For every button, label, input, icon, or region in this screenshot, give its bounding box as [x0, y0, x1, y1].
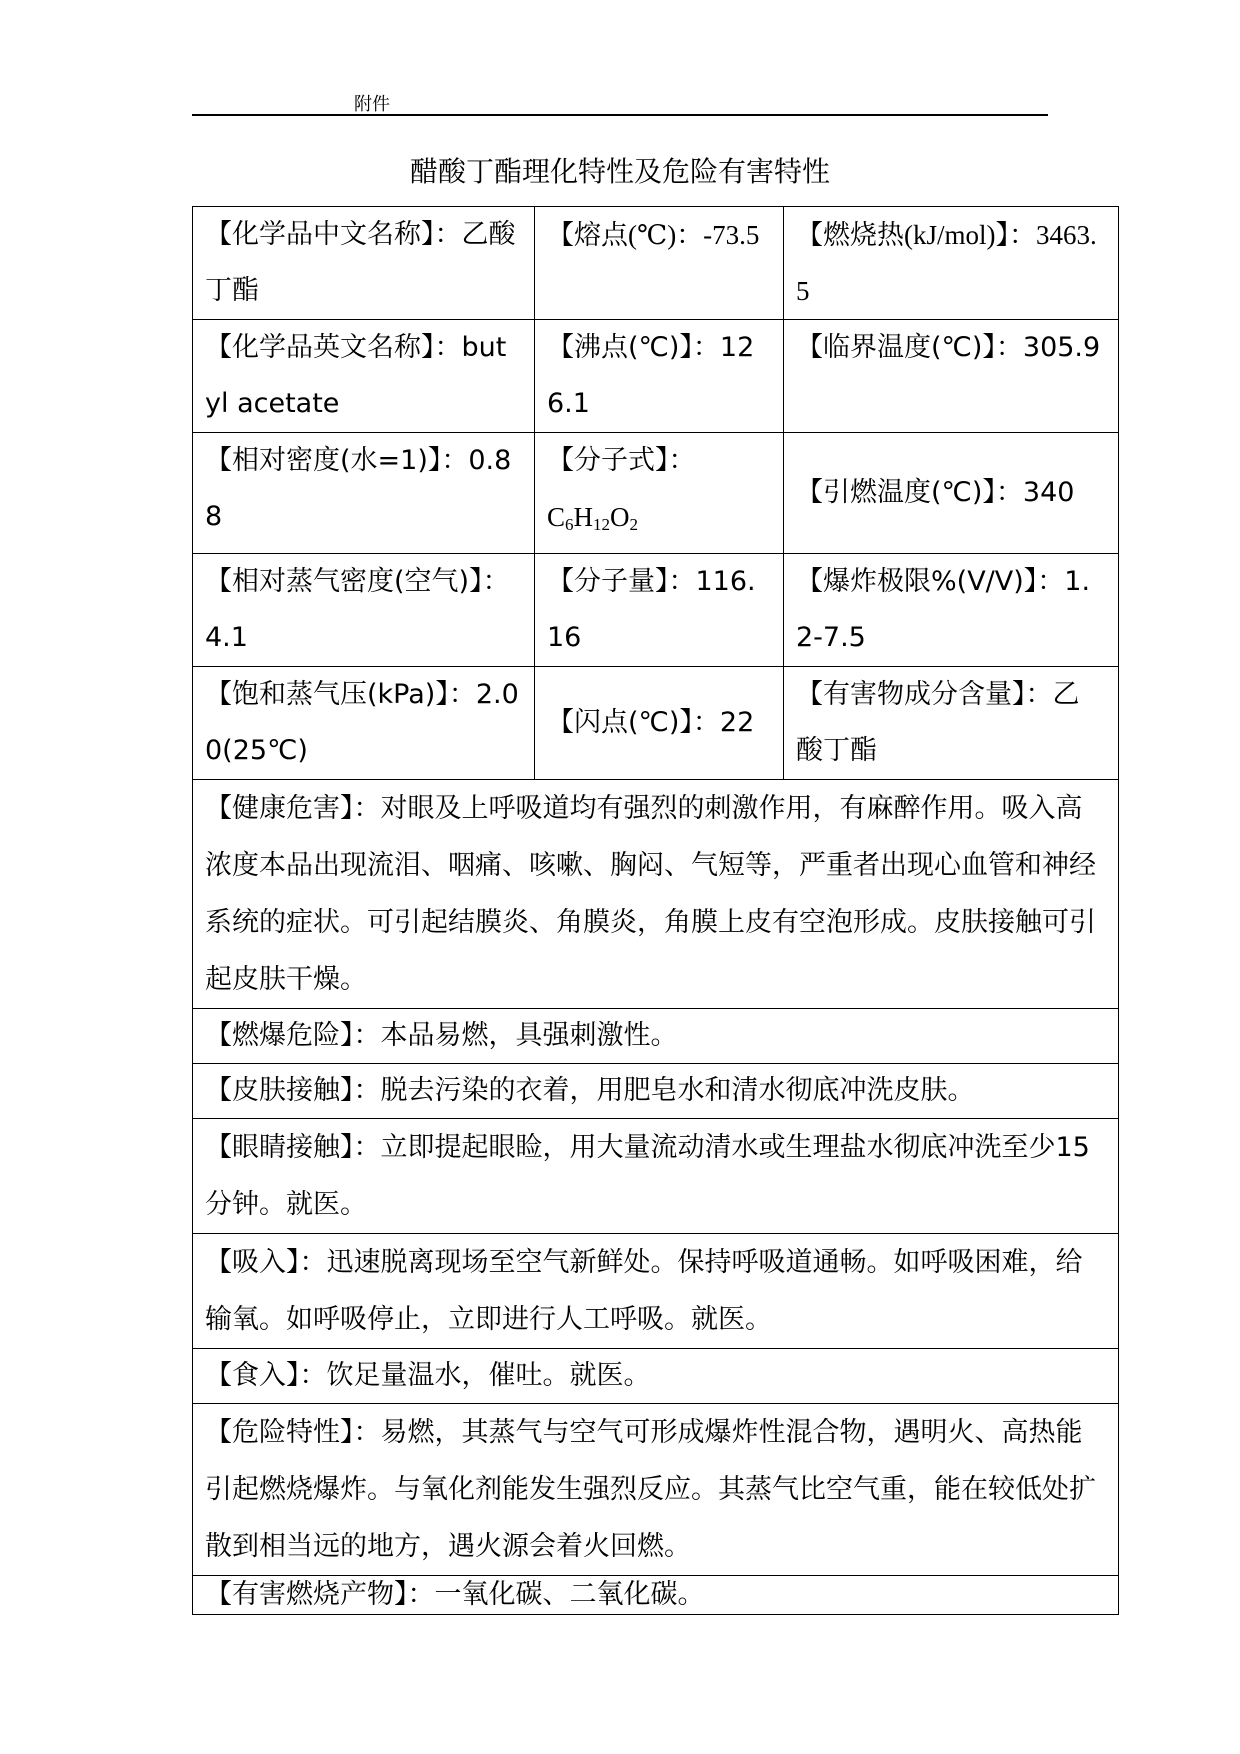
combustion-products-section: 【有害燃烧产物】：一氧化碳、二氧化碳。: [193, 1576, 1119, 1615]
boiling-point-cell: 【沸点(℃)】：126.1: [535, 320, 784, 433]
eye-contact-section: 【眼睛接触】：立即提起眼睑，用大量流动清水或生理盐水彻底冲洗至少15分钟。就医。: [193, 1119, 1119, 1234]
formula-h: H: [573, 502, 594, 532]
chinese-name-cell: 【化学品中文名称】：乙酸丁酯: [193, 207, 535, 320]
table-row: [193, 433, 1119, 554]
inhalation-section: 【吸入】：迅速脱离现场至空气新鲜处。保持呼吸道通畅。如呼吸困难，给输氧。如呼吸停止，立即进行人工呼吸。就医。: [193, 1234, 1119, 1349]
explosion-limit-cell: 【爆炸极限%(V/V)】：1.2-7.5: [784, 554, 1119, 667]
molecular-formula-label: 【分子式】：: [547, 445, 696, 476]
attachment-label: 附件: [354, 94, 390, 115]
health-hazard-section: 【健康危害】：对眼及上呼吸道均有强烈的刺激作用，有麻醉作用。吸入高浓度本品出现流泪、咽痛、咳嗽、胸闷、气短等，严重者出现心血管和神经系统的症状。可引起结膜炎、角膜炎，角膜上皮有空泡形成。皮肤接触可引起皮肤干燥。: [193, 780, 1119, 1009]
english-name-cell: 【化学品英文名称】：butyl acetate: [193, 320, 535, 433]
melting-point-cell: 【熔点(℃)：-73.5: [535, 207, 784, 320]
relative-density-cell: 【相对密度(水=1)】：0.88: [193, 433, 535, 554]
molecular-weight-cell: 【分子量】：116.16: [535, 554, 784, 667]
table-row: [193, 1576, 1119, 1615]
formula-o: O: [610, 502, 630, 532]
table-row: [193, 320, 1119, 433]
formula-c: C: [547, 502, 566, 532]
table-row: [193, 207, 1119, 320]
table-row: [193, 1404, 1119, 1576]
table-row: [193, 1064, 1119, 1119]
hazard-characteristics-section: 【危险特性】：易燃，其蒸气与空气可形成爆炸性混合物，遇明火、高热能引起燃烧爆炸。与氧化剂能发生强烈反应。其蒸气比空气重，能在较低处扩散到相当远的地方，遇火源会着火回燃。: [193, 1404, 1119, 1576]
table-row: [193, 1009, 1119, 1064]
skin-contact-section: 【皮肤接触】：脱去污染的衣着，用肥皂水和清水彻底冲洗皮肤。: [193, 1064, 1119, 1119]
flash-point-cell: 【闪点(℃)】：22: [535, 667, 784, 780]
table-row: [193, 1349, 1119, 1404]
table-row: [193, 1119, 1119, 1234]
table-row: [193, 667, 1119, 780]
molecular-formula-cell: [535, 433, 784, 554]
ignition-temperature-cell: 【引燃温度(℃)】：340: [784, 433, 1119, 554]
document-title: 醋酸丁酯理化特性及危险有害特性: [409, 155, 830, 188]
formula-h-sub: 12: [593, 515, 611, 534]
formula-o-sub: 2: [629, 515, 639, 534]
hazardous-content-cell: 【有害物成分含量】：乙酸丁酯: [784, 667, 1119, 780]
formula-c-sub: 6: [565, 515, 574, 534]
properties-table: [192, 206, 1119, 1615]
fire-hazard-section: 【燃爆危险】：本品易燃，具强刺激性。: [193, 1009, 1119, 1064]
table-row: [193, 1234, 1119, 1349]
vapor-density-cell: 【相对蒸气密度(空气)】：4.1: [193, 554, 535, 667]
document-header: [192, 86, 1048, 116]
table-row: [193, 780, 1119, 1009]
critical-temperature-cell: 【临界温度(℃)】：305.9: [784, 320, 1119, 433]
heat-of-combustion-cell: 【燃烧热(kJ/mol)】：3463.5: [784, 207, 1119, 320]
ingestion-section: 【食入】：饮足量温水，催吐。就医。: [193, 1349, 1119, 1404]
table-row: [193, 554, 1119, 667]
vapor-pressure-cell: 【饱和蒸气压(kPa)】：2.00(25℃): [193, 667, 535, 780]
